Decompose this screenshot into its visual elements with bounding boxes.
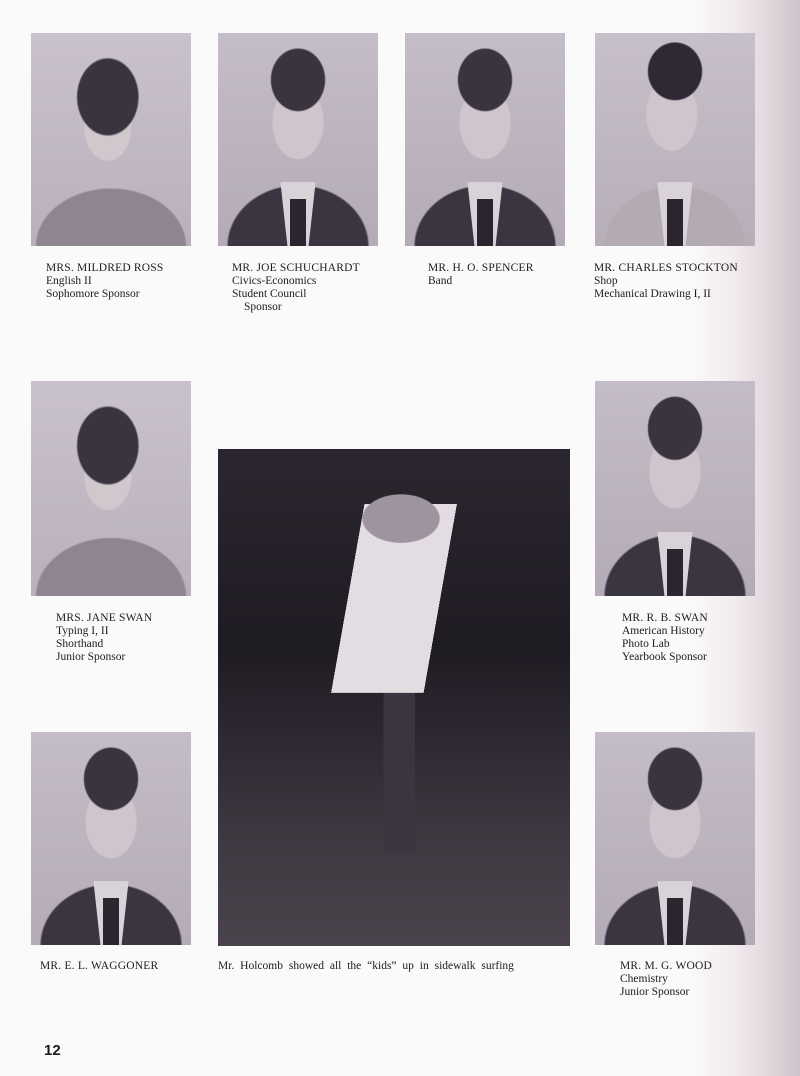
page-number: 12 — [44, 1042, 61, 1059]
portrait-joe-schuchardt — [218, 33, 378, 246]
caption-charles-stockton — [594, 262, 738, 301]
caption-joe-schuchardt — [232, 262, 360, 314]
portrait-h-o-spencer — [405, 33, 565, 246]
faculty-role: Student Council — [232, 288, 307, 300]
faculty-role: Photo Lab — [622, 638, 670, 650]
faculty-role: Yearbook Sponsor — [622, 651, 707, 663]
portrait-charles-stockton — [595, 33, 755, 246]
faculty-role: Shorthand — [56, 638, 104, 650]
faculty-role: Chemistry — [620, 973, 668, 985]
faculty-role: Civics-Economics — [232, 275, 317, 287]
caption-mildred-ross — [46, 262, 163, 301]
faculty-role: Shop — [594, 275, 618, 287]
faculty-role: Typing I, II — [56, 625, 109, 637]
faculty-role: American History — [622, 625, 705, 637]
caption-r-b-swan — [622, 612, 708, 664]
faculty-role: Sponsor — [244, 301, 282, 313]
feature-photo-caption: Mr. Holcomb showed all the “kids” up in sidewalk surfing — [218, 960, 514, 972]
caption-m-g-wood — [620, 960, 712, 999]
faculty-role: Band — [428, 275, 453, 287]
faculty-role: Junior Sponsor — [56, 651, 126, 663]
faculty-role: Sophomore Sponsor — [46, 288, 140, 300]
portrait-jane-swan — [31, 381, 191, 596]
faculty-role: English II — [46, 275, 92, 287]
caption-h-o-spencer — [428, 262, 534, 288]
portrait-m-g-wood — [595, 732, 755, 945]
feature-photo-holcomb — [218, 449, 570, 946]
portrait-mildred-ross — [31, 33, 191, 246]
faculty-name: MR. E. L. WAGGONER — [40, 960, 159, 972]
faculty-name: MR. R. B. SWAN — [622, 612, 708, 624]
caption-e-l-waggoner — [40, 960, 158, 973]
faculty-role: Mechanical Drawing I, II — [594, 288, 711, 300]
faculty-role: Junior Sponsor — [620, 986, 690, 998]
portrait-r-b-swan — [595, 381, 755, 596]
faculty-name: MR. M. G. WOOD — [620, 960, 713, 972]
faculty-name: MR. JOE SCHUCHARDT — [232, 262, 360, 274]
faculty-name: MRS. MILDRED ROSS — [46, 262, 164, 274]
caption-jane-swan — [56, 612, 152, 664]
faculty-name: MR. H. O. SPENCER — [428, 262, 534, 274]
portrait-e-l-waggoner — [31, 732, 191, 945]
faculty-name: MR. CHARLES STOCKTON — [594, 262, 738, 274]
faculty-name: MRS. JANE SWAN — [56, 612, 153, 624]
